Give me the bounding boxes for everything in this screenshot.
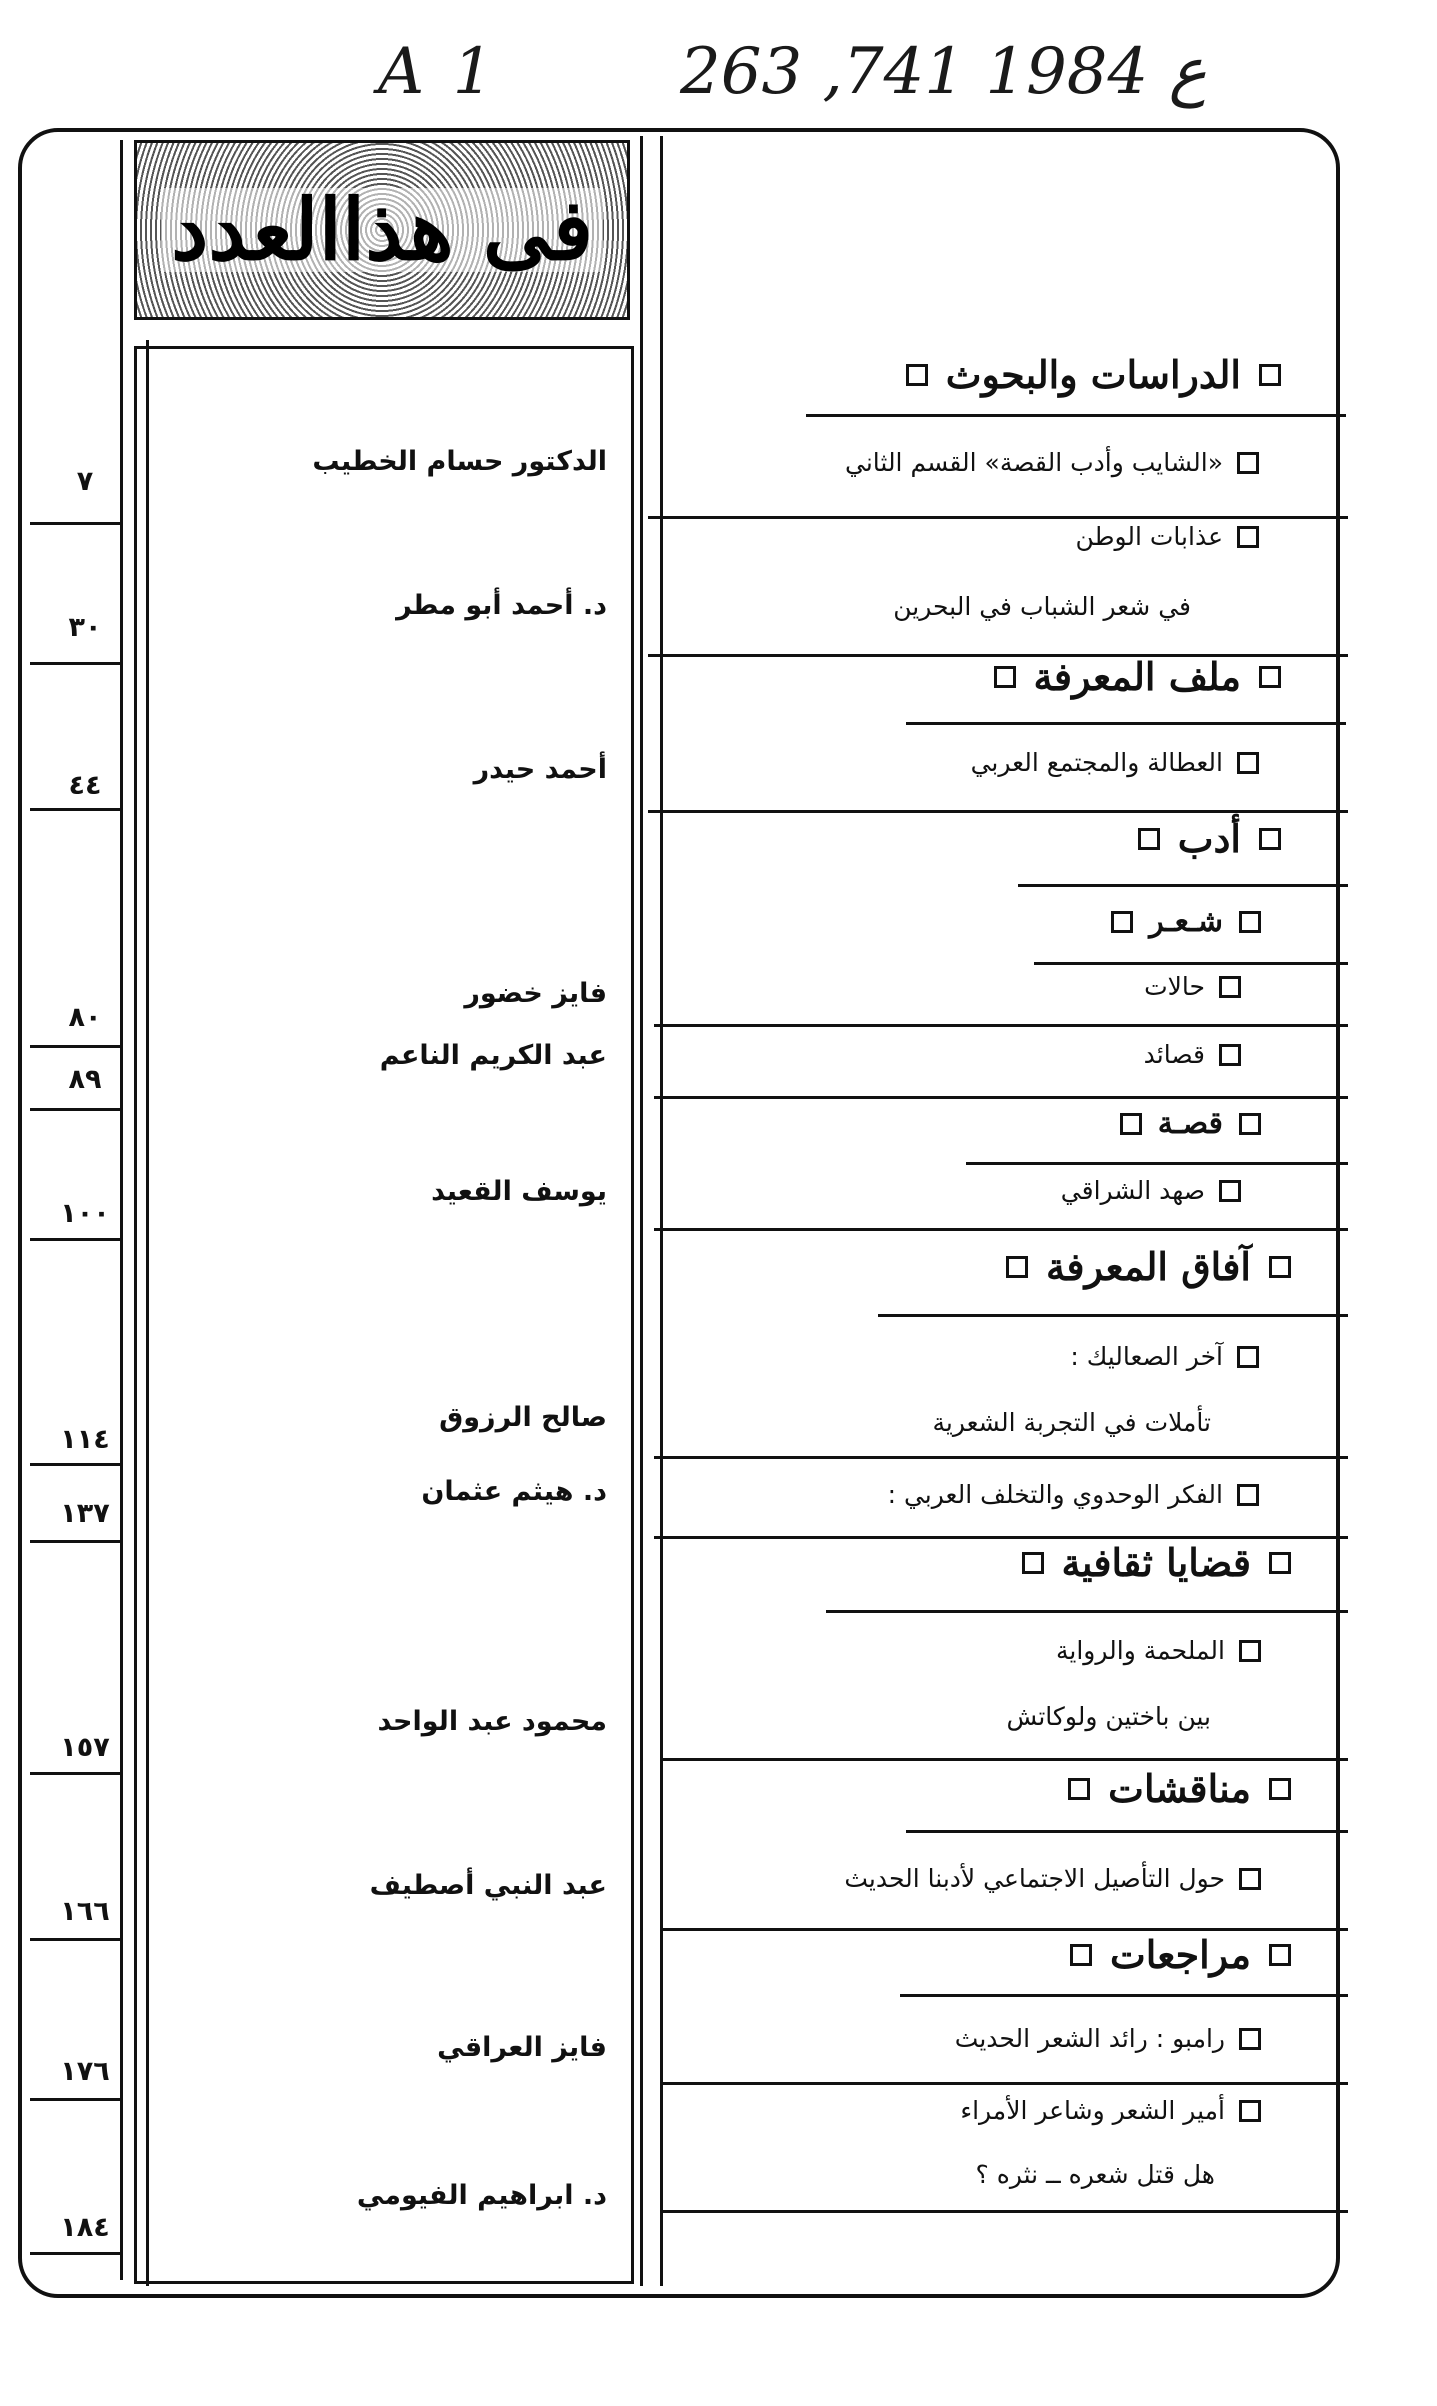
item-rule [662, 1928, 1348, 1931]
item-rule [662, 2210, 1348, 2213]
page-separator [30, 1045, 120, 1048]
author-name: عبد النبي أصطيف [369, 1870, 607, 1901]
checkbox-icon [1120, 1113, 1142, 1135]
page-separator [30, 808, 120, 811]
page-separator [30, 1938, 120, 1941]
toc-item-continuation: بين باختين ولوكاتش [1006, 1702, 1211, 1731]
page-separator [30, 1463, 120, 1466]
checkbox-icon [1259, 828, 1281, 850]
checkbox-icon [1237, 452, 1259, 474]
checkbox-icon [1259, 364, 1281, 386]
toc-item[interactable]: الفكر الوحدوي والتخلف العربي : [888, 1480, 1259, 1509]
author-name: فايز خضور [464, 978, 607, 1009]
section-heading-horizons: آفاق المعرفة [1006, 1244, 1291, 1289]
item-rule [654, 1096, 1348, 1099]
page-separator [30, 2252, 120, 2255]
checkbox-icon [1269, 1944, 1291, 1966]
section-heading-cultural-issues: قضايا ثقافية [1022, 1540, 1291, 1585]
author-name: أحمد حيدر [473, 754, 607, 785]
toc-item-continuation: في شعر الشباب في البحرين [893, 592, 1191, 621]
handwritten-code-left: A 1 [378, 35, 498, 109]
checkbox-icon [1239, 2100, 1261, 2122]
checkbox-icon [1219, 976, 1241, 998]
toc-item[interactable]: حالات [1144, 972, 1241, 1001]
checkbox-icon [994, 666, 1016, 688]
section-heading-knowledge-file: ملف المعرفة [994, 654, 1281, 699]
checkbox-icon [1068, 1778, 1090, 1800]
page-number: ١٥٧ [60, 1732, 110, 1763]
author-name: د. ابراهيم الفيومي [356, 2180, 607, 2211]
page-number: ١٦٦ [60, 1896, 110, 1927]
toc-item-continuation: هل قتل شعره ــ نثره ؟ [975, 2160, 1215, 2189]
page-number: ٨٩ [68, 1064, 102, 1095]
section-heading-reviews: مراجعات [1070, 1932, 1291, 1977]
subsection-heading-story: قصـة [1120, 1106, 1261, 1141]
checkbox-icon [1138, 828, 1160, 850]
author-column [134, 346, 634, 2284]
center-divider [640, 136, 643, 2286]
toc-item[interactable]: الملحمة والرواية [1056, 1636, 1261, 1665]
page-number: ٨٠ [68, 1002, 102, 1033]
checkbox-icon [1269, 1552, 1291, 1574]
page-separator [30, 522, 120, 525]
checkbox-icon [1239, 2028, 1261, 2050]
page-separator [30, 1108, 120, 1111]
checkbox-icon [1022, 1552, 1044, 1574]
checkbox-icon [1239, 1113, 1261, 1135]
center-divider-inner [660, 136, 663, 2286]
checkbox-icon [1237, 1484, 1259, 1506]
checkbox-icon [1219, 1180, 1241, 1202]
page-separator [30, 2098, 120, 2101]
item-rule [654, 1228, 1348, 1231]
toc-item[interactable]: عذابات الوطن [1076, 522, 1259, 551]
checkbox-icon [1237, 752, 1259, 774]
author-name: صالح الرزوق [439, 1402, 607, 1433]
section-heading-literature: أدب [1138, 816, 1281, 861]
toc-item[interactable]: آخر الصعاليك : [1070, 1342, 1259, 1371]
section-rule [900, 1994, 1348, 1997]
page-number: ١١٤ [60, 1424, 110, 1455]
page-number: ١٧٦ [60, 2056, 110, 2087]
checkbox-icon [1006, 1256, 1028, 1278]
checkbox-icon [1070, 1944, 1092, 1966]
item-rule [662, 1758, 1348, 1761]
subsection-heading-poetry: شـعـر [1111, 904, 1261, 939]
author-name: د. هيثم عثمان [421, 1476, 607, 1507]
page-separator [30, 1772, 120, 1775]
checkbox-icon [906, 364, 928, 386]
section-rule [906, 722, 1346, 725]
toc-item[interactable]: حول التأصيل الاجتماعي لأدبنا الحديث [844, 1864, 1261, 1893]
issue-title-box [134, 140, 630, 320]
handwritten-code-right: 263 ,ع 1984 741 [680, 35, 1207, 109]
page-number: ١٠٠ [60, 1198, 110, 1229]
checkbox-icon [1237, 526, 1259, 548]
section-heading-studies: الدراسات والبحوث [906, 352, 1281, 397]
section-rule [1018, 884, 1348, 887]
toc-item[interactable]: رامبو : رائد الشعر الحديث [955, 2024, 1261, 2053]
author-name: يوسف القعيد [431, 1176, 607, 1207]
checkbox-icon [1239, 1868, 1261, 1890]
checkbox-icon [1219, 1044, 1241, 1066]
checkbox-icon [1269, 1778, 1291, 1800]
checkbox-icon [1239, 911, 1261, 933]
toc-item[interactable]: العطالة والمجتمع العربي [971, 748, 1259, 777]
author-name: د. أحمد أبو مطر [396, 590, 607, 621]
section-rule [906, 1830, 1348, 1833]
page-number: ١٨٤ [60, 2212, 110, 2243]
item-rule [648, 810, 1348, 813]
item-rule [654, 1024, 1348, 1027]
checkbox-icon [1259, 666, 1281, 688]
section-rule [878, 1314, 1348, 1317]
toc-item[interactable]: قصائد [1144, 1040, 1241, 1069]
item-rule [654, 1536, 1348, 1539]
author-name: الدكتور حسام الخطيب [312, 446, 607, 477]
page-number: ١٣٧ [60, 1498, 110, 1529]
checkbox-icon [1269, 1256, 1291, 1278]
section-rule [1034, 962, 1348, 965]
page-separator [30, 1540, 120, 1543]
section-rule [806, 414, 1346, 417]
page-number: ٧ [76, 466, 94, 497]
issue-title: فى هذاالعدد [161, 188, 603, 272]
item-rule [654, 1456, 1348, 1459]
toc-item[interactable]: «الشايب وأدب القصة» القسم الثاني [845, 448, 1259, 477]
item-rule [662, 2082, 1348, 2085]
checkbox-icon [1239, 1640, 1261, 1662]
page-separator [30, 1238, 120, 1241]
checkbox-icon [1111, 911, 1133, 933]
section-heading-discussions: مناقشات [1068, 1766, 1291, 1811]
toc-item[interactable]: أمير الشعر وشاعر الأمراء [960, 2096, 1261, 2125]
page-number: ٤٤ [68, 770, 102, 801]
section-rule [826, 1610, 1348, 1613]
section-rule [966, 1162, 1348, 1165]
page-number: ٣٠ [68, 612, 102, 643]
toc-item[interactable]: صهد الشراقي [1061, 1176, 1241, 1205]
item-rule [648, 516, 1348, 519]
page-separator [30, 662, 120, 665]
author-name: عبد الكريم الناعم [379, 1040, 607, 1071]
checkbox-icon [1237, 1346, 1259, 1368]
author-name: محمود عبد الواحد [377, 1706, 607, 1737]
toc-item-continuation: تأملات في التجربة الشعرية [932, 1408, 1211, 1437]
author-name: فايز العراقي [437, 2032, 607, 2063]
